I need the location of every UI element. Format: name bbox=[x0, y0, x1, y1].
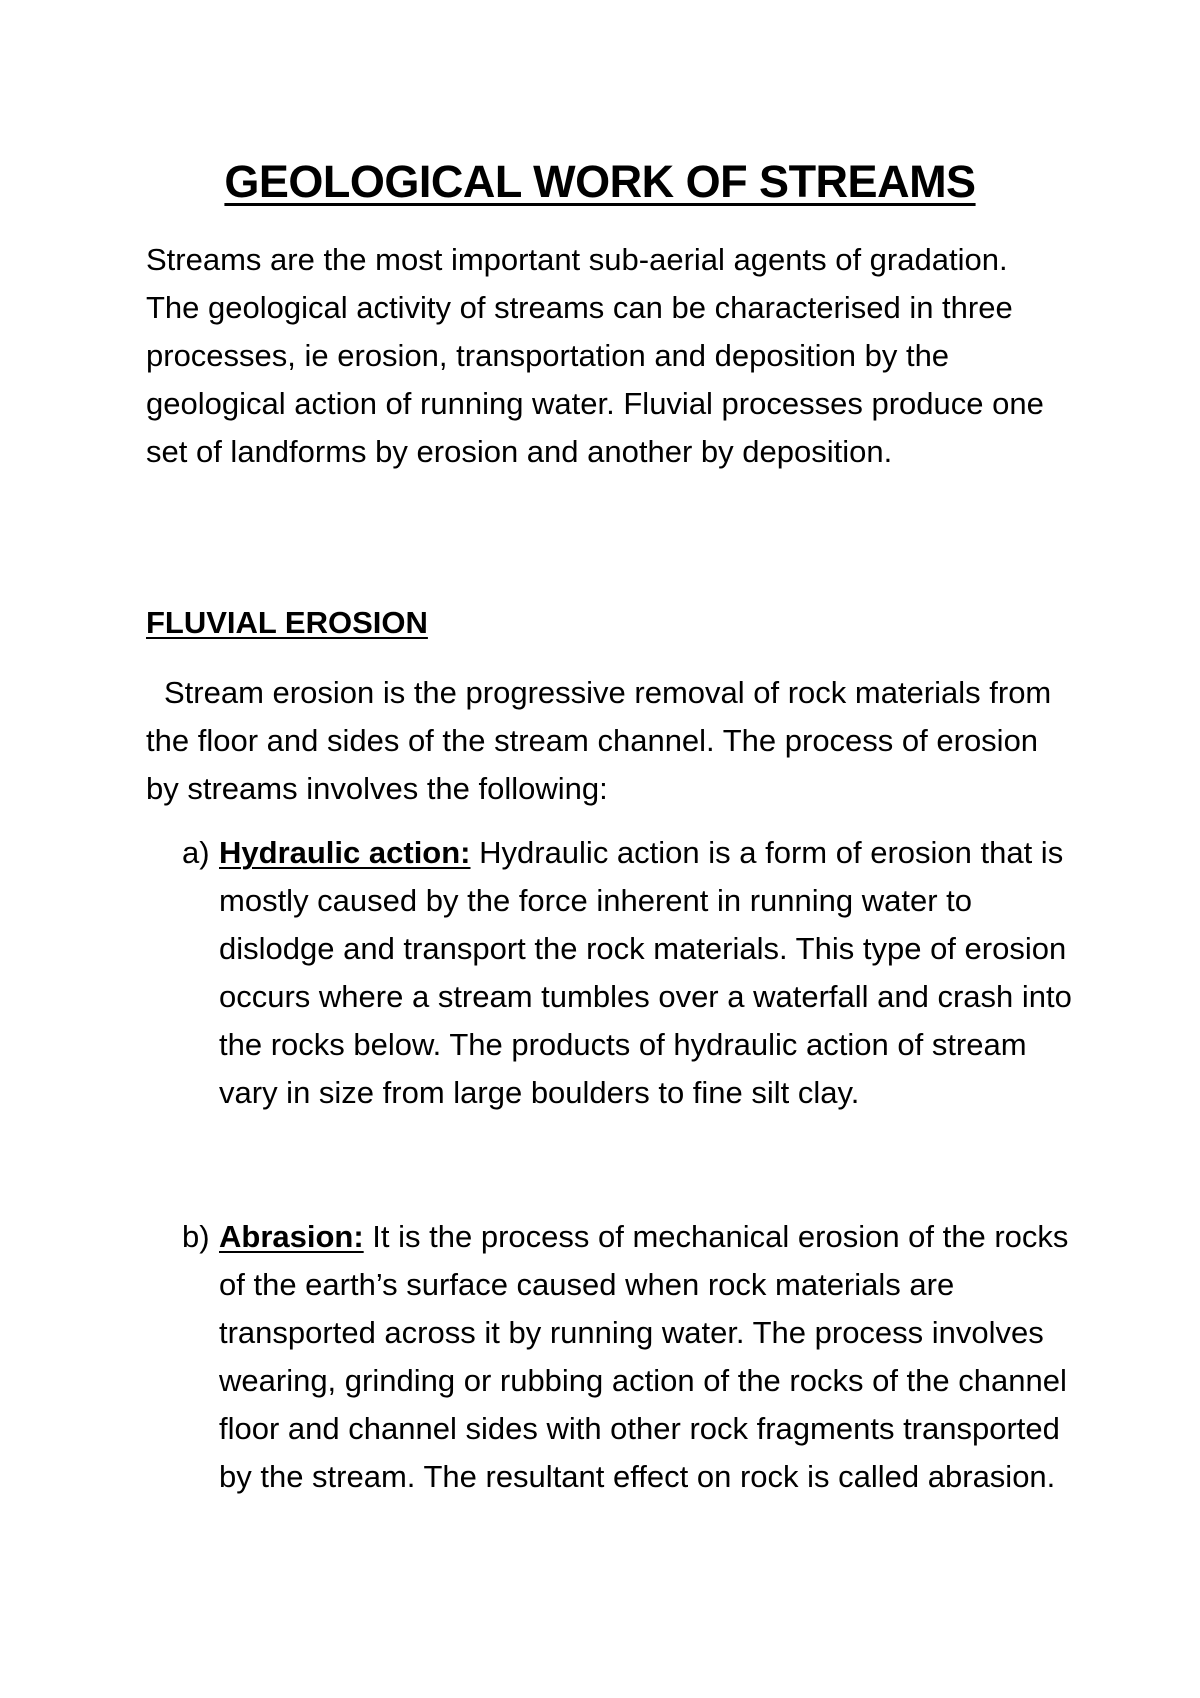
section-heading: FLUVIAL EROSION bbox=[146, 605, 428, 640]
list-marker: b) bbox=[182, 1219, 210, 1254]
list-item-body bbox=[219, 1213, 1079, 1501]
document-title: GEOLOGICAL WORK OF STREAMS bbox=[224, 156, 976, 207]
list-item-term: Hydraulic action: bbox=[219, 835, 471, 870]
section-intro-paragraph: Stream erosion is the progressive removal of rock materials from the floor and sides of the stream channel. The process of erosion by streams involves the following: bbox=[146, 675, 1052, 806]
intro-paragraph: Streams are the most important sub-aerial agents of gradation. The geological activity of streams can be characterised in three processes, ie erosion, transportation and deposition by the geological action of running water. Fluvial processes produce one set of landforms by erosion and another by deposition. bbox=[146, 242, 1044, 469]
list-marker: a) bbox=[182, 835, 210, 870]
list-item-text: Hydraulic action is a form of erosion that is mostly caused by the force inherent in running water to dislodge and transport the rock materials. This type of erosion occurs where a stream tumbles over a waterfall and crash into the rocks below. The products of hydraulic action of stream vary in size from large boulders to fine silt clay. bbox=[219, 835, 1072, 1110]
list-item-term: Abrasion: bbox=[219, 1219, 364, 1254]
list-item-body bbox=[219, 829, 1079, 1117]
list-item-text: It is the process of mechanical erosion of the rocks of the earth’s surface caused when rock materials are transported across it by running water. The process involves wearing, grinding or rubbing action of the rocks of the channel floor and channel sides with other rock fragments transported by the stream. The resultant effect on rock is called abrasion. bbox=[219, 1219, 1069, 1494]
